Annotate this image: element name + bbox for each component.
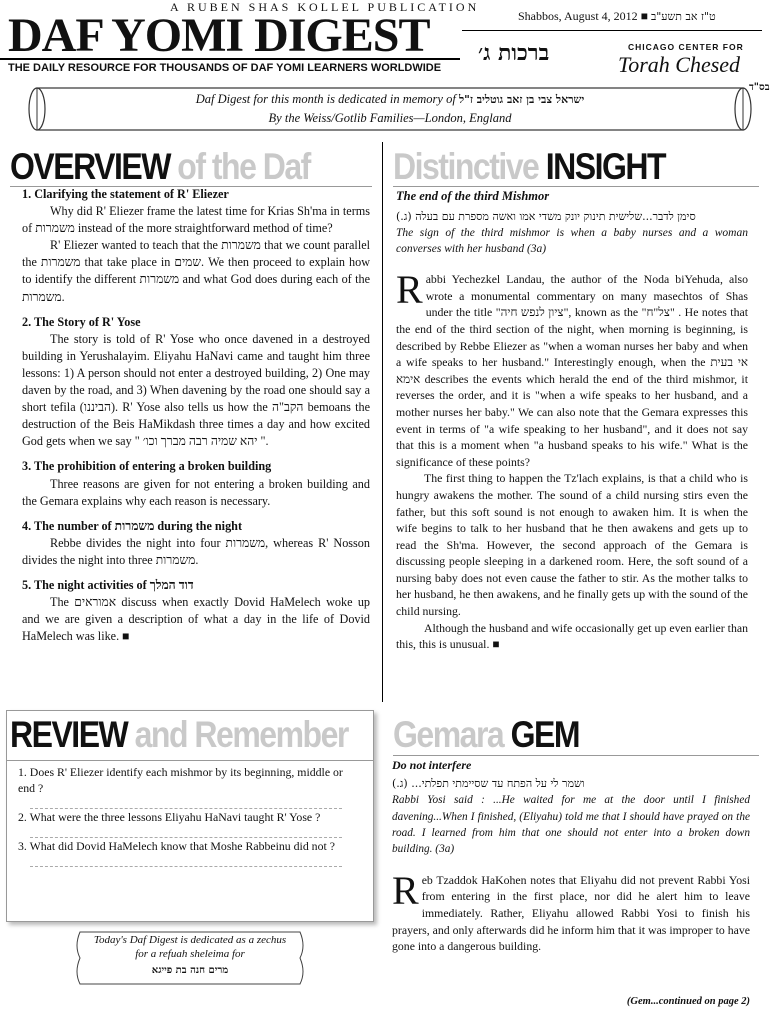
overview-item-heading: 2. The Story of R' Yose — [22, 314, 141, 329]
zechus-scroll — [70, 926, 310, 990]
masthead — [0, 0, 770, 80]
overview-item — [22, 314, 370, 451]
answer-line[interactable] — [30, 825, 342, 838]
insight-quote-translation: The sign of the third mishmor is when a baby nurses and a woman converses with her husband (3a) — [396, 227, 748, 256]
overview-heading-light: of the Daf — [177, 145, 310, 188]
zechus-line-2: for a refuah sheleima for — [135, 948, 245, 960]
tractate-label: ברכות ג׳ — [478, 40, 550, 66]
insight-rule — [393, 186, 759, 187]
overview-heading-dark: OVERVIEW — [10, 145, 170, 188]
publication-line: A RUBEN SHAS KOLLEL PUBLICATION — [170, 0, 480, 14]
tagline: THE DAILY RESOURCE FOR THOUSANDS OF DAF YOMI LEARNERS WORLDWIDE — [8, 62, 442, 74]
insight-paragraph: The first thing to happen the Tz'lach explains, is that a child who is hungry awakens the mother. The sound of a child nursing stirs even the father, but this soft sound is not enough to awaken him. It is when the wife begins to talk to her husband that he then awakens and gets up to read the Sh'ma. However, the second approach of the Gemara is discussing people sleeping in a darkened room. Here, the soft sound of a nursing baby does not even cause the father to stir. As the mother talks to her husband, he then awakens, and he finally gets up with the sound of the child nursing. — [396, 471, 748, 619]
insight-heading-light: Distinctive — [393, 145, 539, 188]
review-rule — [6, 760, 373, 761]
square-bullet-icon: ■ — [640, 9, 648, 23]
review-question: 3. What did Dovid HaMelech know that Moshe Rabbeinu did not ? — [18, 839, 335, 853]
gem-body — [392, 757, 750, 955]
insight-paragraph: abbi Yechezkel Landau, the author of the Noda biYehuda, also wrote a monumental commentary on many masechtos of Shas under the title "ציון לנפש חיה", known as the "צל"ח" . He notes that the end of the third section of the night, when morning is beginning, is described by Rebbe Eliezer as "when a woman nurses her baby and when a wife speaks to her husband." Interestingly enough, when the אי בעית אימא describes the events which herald the end of the third mishmor, it reverses the order, and it is "when a wife speaks to her husband, and a mother nurses her baby." We can also note that the Gemara expresses this event in terms of "a wife speaking to her husband", and it does not say that this is a moment when "a husband speaks to his wife." What is the significance of these points? — [396, 272, 748, 469]
answer-line[interactable] — [30, 854, 342, 867]
insight-heading-dark: INSIGHT — [545, 145, 665, 188]
overview-body — [22, 184, 370, 645]
overview-item-text: R' Eliezer wanted to teach that the משמרות that we count parallel the משמרות that take place in שמים. We then proceed to explain how to identify the different משמרות and what God does during each of the משמרות. — [22, 238, 370, 304]
zechus-line-1: Today's Daf Digest is dedicated as a zechus — [93, 934, 287, 946]
overview-item-text: Rebbe divides the night into four משמרות, whereas R' Nosson divides the night into three משמרות. — [22, 535, 370, 567]
overview-item — [22, 186, 370, 306]
insight-body — [396, 188, 748, 653]
insight-first-paragraph — [396, 267, 748, 470]
page-title: DAF YOMI DIGEST — [8, 9, 430, 62]
overview-item-heading: 5. The night activities of דוד המלך — [22, 577, 194, 592]
overview-item — [22, 518, 370, 569]
review-heading-dark: REVIEW — [10, 713, 128, 756]
overview-item — [22, 577, 370, 645]
date-rule — [462, 30, 762, 31]
insight-hebrew-quote: סימן לדבר...שלישית תינוק יונק משדי אמו ואשה מספרת עם בעלה (ג.) — [396, 209, 696, 223]
overview-heading — [10, 145, 310, 188]
hebrew-date: ט"ז אב תשע"ב — [650, 10, 716, 23]
review-question: 2. What were the three lessons Eliyahu HaNavi taught R' Yose ? — [18, 810, 321, 824]
dedication-prefix: Daf Digest for this month is dedicated in memory of — [195, 92, 456, 106]
date: Shabbos, August 4, 2012 — [518, 9, 638, 23]
gem-heading-light: Gemara — [393, 713, 504, 756]
masthead-rule — [0, 58, 460, 60]
zechus-name: מרים חנה בת פייגא — [151, 965, 229, 976]
gem-heading-dark: GEM — [510, 713, 579, 756]
gem-heading — [393, 713, 579, 756]
center-logo — [618, 52, 740, 78]
insight-heading — [393, 145, 665, 188]
gem-paragraph: eb Tzaddok HaKohen notes that Eliyahu did not prevent Rabbi Yosi from entering in the first place, nor did he alert him to leave immediately. Rather, Eliyahu allowed Rabbi Yosi to finish his prayers, and only afterwards did he inform him that it was improper to have gone into a dangerous building. — [392, 872, 750, 954]
overview-item-heading: 4. The number of משמרות during the night — [22, 518, 243, 533]
column-divider — [382, 142, 383, 702]
overview-item — [22, 458, 370, 509]
overview-item-text: The אמוראים discuss when exactly Dovid HaMelech woke up and we are given a description of what a day in the life of Dovid HaMelech was like. ■ — [22, 595, 371, 644]
gem-dropcap: R — [392, 867, 419, 913]
gem-subhead: Do not interfere — [392, 758, 472, 772]
insight-dropcap: R — [396, 267, 423, 313]
review-heading — [10, 713, 348, 756]
overview-item-text: Three reasons are given for not entering a broken building and the Gemara explains why each reason is necessary. — [22, 476, 370, 508]
insight-subhead: The end of the third Mishmor — [396, 189, 550, 203]
insight-paragraph: Although the husband and wife occasionally get up even earlier than this, this is unusual. ■ — [396, 620, 748, 652]
gem-hebrew-quote: ושמר לי על הפתח עד שסיימתי תפלתי... (ג.) — [392, 776, 585, 790]
review-question: 1. Does R' Eliezer identify each mishmor by its beginning, middle or end ? — [18, 765, 343, 795]
dedication-hebrew-name: ישראל צבי בן זאב גוטליב ז"ל — [458, 93, 585, 106]
overview-item-heading: 3. The prohibition of entering a broken building — [22, 459, 272, 474]
overview-item-text: The story is told of R' Yose who once davened in a destroyed building in Yerushalayim. Eliyahu HaNavi came and taught him three lessons: 1) A person should not enter a destroyed building, 2) One may daven by the road, and 3) When davening by the road one should say a short tefila (הביננו). R' Yose also tells us how the הקב"ה bemoans the destruction of the Beis HaMikdash three times a day and how excited God gets when we say " יהא שמיה רבה מברך וכו׳ ". — [22, 331, 370, 449]
bsd-mark: בס"ד — [749, 82, 770, 93]
dedication-line-2: By the Weiss/Gotlib Families—London, England — [268, 111, 512, 125]
overview-item-text: Why did R' Eliezer frame the latest time for Krias Sh'ma in terms of משמרות instead of the more straightforward method of time? — [22, 204, 370, 236]
gem-paragraph-block — [392, 867, 750, 955]
center-name: Torah Chesed — [618, 52, 741, 77]
gem-translation: Rabbi Yosi said : ...He waited for me at the door until I finished davening...When I finished, (Eliyahu) told me that I should have prayed on the road. I learned from him that one should not enter into a broken down building. (3a) — [392, 794, 750, 856]
review-questions — [18, 764, 354, 867]
gem-rule — [393, 755, 759, 756]
review-heading-light: and Remember — [134, 713, 348, 756]
dedication-scroll — [25, 82, 770, 132]
center-line: CHICAGO CENTER FOR — [628, 42, 744, 52]
overview-item-heading: 1. Clarifying the statement of R' Eliezer — [22, 187, 229, 201]
dedication-line-1 — [45, 92, 735, 107]
answer-line[interactable] — [30, 796, 342, 809]
dateline — [518, 9, 716, 24]
continued-note: (Gem...continued on page 2) — [626, 996, 750, 1007]
